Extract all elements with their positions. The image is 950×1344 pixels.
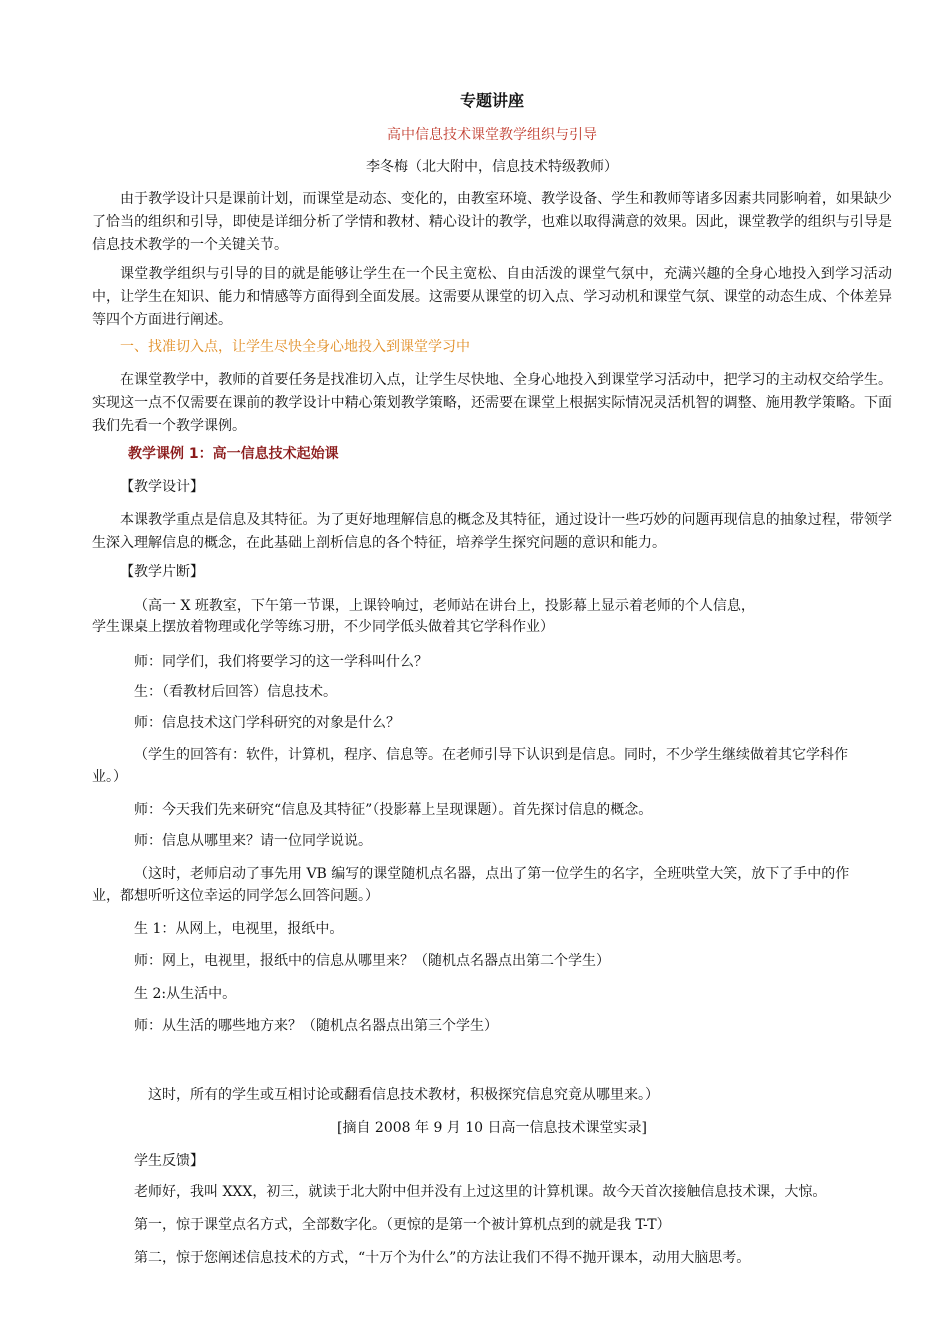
article-title: 高中信息技术课堂教学组织与引导 [387, 127, 597, 143]
case-heading: 教学课例 1：高一信息技术起始课 [128, 446, 339, 462]
dialogue-line: 生：（看教材后回答）信息技术。 [134, 684, 337, 700]
dialogue-line: （这时，老师启动了事先用 VB 编写的课堂随机点名器，点出了第一位学生的名字，全班哄堂大笑，放下了手中的作 [134, 866, 850, 882]
dialogue-line: 师：从生活的哪些地方来？（随机点名器点出第三个学生） [134, 1018, 498, 1034]
intro-paragraph-2: 课堂教学组织与引导的目的就是能够让学生在一个民主宽松、自由活泼的课堂气氛中，充满兴趣的全身心地投入到学习活动中，让学生在知识、能力和情感等方面得到全面发展。这需要从课堂的切入点、学习动机和课堂气氛、课堂的动态生成、个体差异等四个方面进行阐述。 [92, 266, 892, 328]
dialogue-line: 生 1：从网上，电视里，报纸中。 [134, 921, 344, 937]
dialogue-line: （学生的回答有：软件，计算机，程序、信息等。在老师引导下认识到是信息。同时，不少学生继续做着其它学科作 [134, 747, 848, 763]
dialogue-line: 这时，所有的学生或互相讨论或翻看信息技术教材，积极探究信息究竟从哪里来。） [148, 1087, 659, 1103]
dialogue-line: 师：网上，电视里，报纸中的信息从哪里来？（随机点名器点出第二个学生） [134, 953, 610, 969]
feedback-label: 学生反馈】 [134, 1153, 204, 1169]
fragment-label: 【教学片断】 [120, 564, 204, 580]
dialogue-line: 业。） [92, 769, 127, 785]
feedback-line: 第二，惊于您阐述信息技术的方式，“十万个为什么”的方法让我们不得不抛开课本，动用大脑思考。 [134, 1250, 751, 1266]
dialogue-line: 师：今天我们先来研究“信息及其特征”（投影幕上呈现课题）。首先探讨信息的概念。 [134, 802, 653, 818]
page-title: 专题讲座 [459, 91, 524, 110]
source-citation: [摘自 2008 年 9 月 10 日高一信息技术课堂实录] [337, 1120, 647, 1136]
dialogue-line: 师：同学们，我们将要学习的这一学科叫什么？ [134, 654, 428, 670]
feedback-line: 第一，惊于课堂点名方式，全部数字化。（更惊的是第一个被计算机点到的就是我 T-T） [134, 1217, 671, 1233]
dialogue-line: 生 2:从生活中。 [134, 986, 237, 1002]
section1-paragraph: 在课堂教学中，教师的首要任务是找准切入点，让学生尽快地、全身心地投入到课堂学习活动中，把学习的主动权交给学生。实现这一点不仅需要在课前的教学设计中精心策划教学策略，还需要在课堂上根据实际情况灵活机智的调整、施用教学策略。下面我们先看一个教学课例。 [92, 372, 892, 434]
dialogue-line: 师：信息技术这门学科研究的对象是什么？ [134, 715, 400, 731]
author-line: 李冬梅（北大附中，信息技术特级教师） [366, 159, 618, 175]
dialogue-line: 业，都想听听这位幸运的同学怎么回答问题。） [92, 888, 379, 904]
dialogue-line: 师：信息从哪里来？请一位同学说说。 [134, 833, 372, 849]
feedback-line: 老师好，我叫 XXX，初三，就读于北大附中但并没有上过这里的计算机课。故今天首次接触信息技术课，大惊。 [134, 1184, 827, 1200]
design-paragraph: 本课教学重点是信息及其特征。为了更好地理解信息的概念及其特征，通过设计一些巧妙的问题再现信息的抽象过程，带领学生深入理解信息的概念，在此基础上剖析信息的各个特征，培养学生探究问题的意识和能力。 [92, 512, 892, 551]
scene-line-1: （高一 X 班教室，下午第一节课，上课铃响过，老师站在讲台上，投影幕上显示着老师的个人信息， [134, 598, 755, 614]
scene-line-2: 学生课桌上摆放着物理或化学等练习册，不少同学低头做着其它学科作业） [92, 619, 554, 635]
design-label: 【教学设计】 [120, 479, 204, 495]
section-heading-1: 一、找准切入点，让学生尽快全身心地投入到课堂学习中 [120, 339, 470, 355]
intro-paragraph-1: 由于教学设计只是课前计划，而课堂是动态、变化的，由教室环境、教学设备、学生和教师等诸多因素共同影响着，如果缺少了恰当的组织和引导，即使是详细分析了学情和教材、精心设计的教学，也难以取得满意的效果。因此，课堂教学的组织与引导是信息技术教学的一个关键关节。 [92, 191, 892, 253]
